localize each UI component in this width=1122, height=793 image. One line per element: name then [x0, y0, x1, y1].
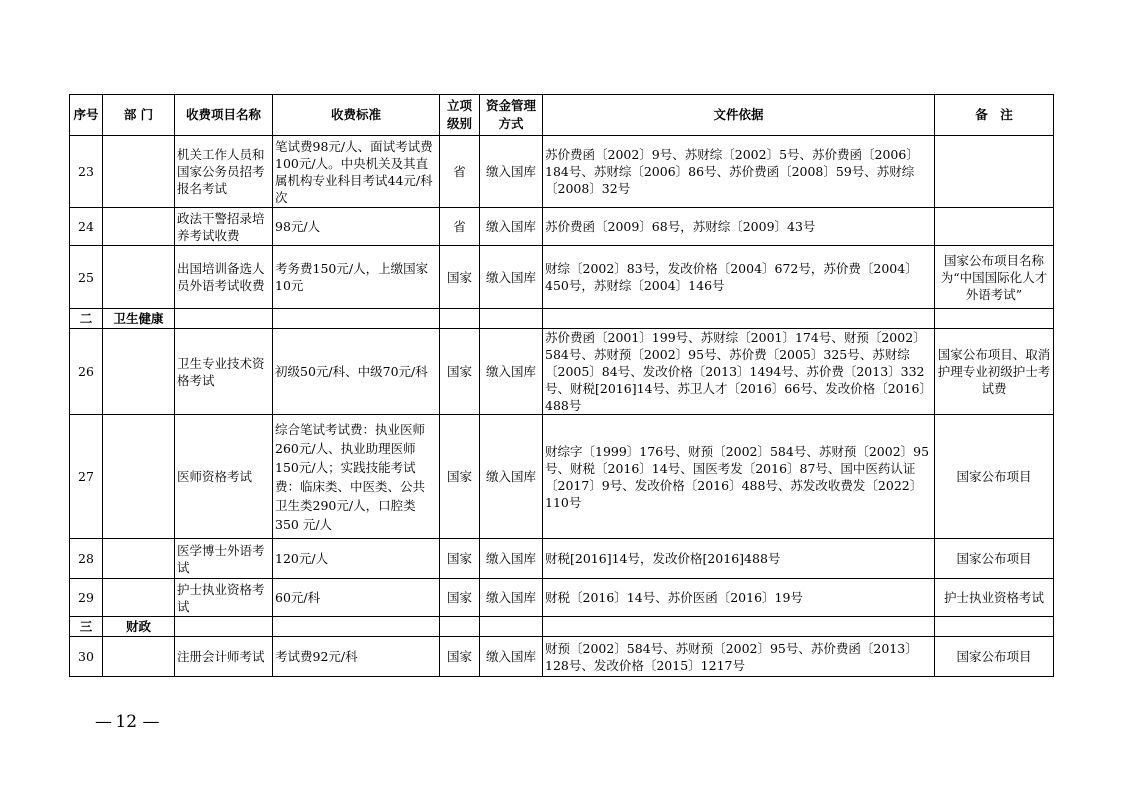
row-dept — [103, 208, 175, 246]
row-basis: 财税〔2016〕14号、苏价医函〔2016〕19号 — [543, 579, 935, 617]
row-basis: 财综〔2002〕83号，发改价格〔2004〕672号，苏价费〔2004〕450号，苏财综〔2004〕146号 — [543, 246, 935, 309]
row-item-name: 注册会计师考试 — [175, 637, 273, 677]
page-number — [95, 712, 157, 732]
row-standard: 考试费92元/科 — [273, 637, 440, 677]
row-standard: 笔试费98元/人、面试考试费100元/人。中央机关及其直属机构专业科目考试44元/科次 — [273, 136, 440, 208]
row-fund: 缴入国库 — [480, 208, 543, 246]
fee-table — [69, 94, 1054, 677]
row-dept — [103, 136, 175, 208]
header-dept: 部 门 — [103, 95, 175, 136]
row-dept — [103, 637, 175, 677]
row-note: 国家公布项目 — [935, 415, 1054, 539]
row-dept — [103, 579, 175, 617]
row-level: 国家 — [440, 329, 480, 415]
row-dept — [103, 246, 175, 309]
table-row — [70, 136, 1054, 208]
row-note: 国家公布项目名称为“中国国际化人才外语考试” — [935, 246, 1054, 309]
section-no: 三 — [70, 617, 103, 637]
row-fund: 缴入国库 — [480, 329, 543, 415]
row-no: 30 — [70, 637, 103, 677]
row-level: 国家 — [440, 637, 480, 677]
row-note — [935, 136, 1054, 208]
header-basis: 文件依据 — [543, 95, 935, 136]
section-row — [70, 309, 1054, 329]
row-standard: 综合笔试考试费：执业医师260元/人、执业助理医师150元/人；实践技能考试费：临床类、中医类、公共卫生类290元/人，口腔类350 元/人 — [273, 415, 440, 539]
row-fund: 缴入国库 — [480, 415, 543, 539]
page-number-dash-right: — — [142, 712, 158, 732]
table-header-row — [70, 95, 1054, 136]
table-row — [70, 579, 1054, 617]
row-fund: 缴入国库 — [480, 246, 543, 309]
row-basis: 苏价费函〔2002〕9号、苏财综〔2002〕5号、苏价费函〔2006〕184号、苏财综〔2006〕86号、苏价费函〔2008〕59号、苏财综〔2008〕32号 — [543, 136, 935, 208]
table-row — [70, 415, 1054, 539]
row-item-name: 政法干警招录培养考试收费 — [175, 208, 273, 246]
row-note — [935, 208, 1054, 246]
row-basis: 财税[2016]14号，发改价格[2016]488号 — [543, 539, 935, 579]
row-item-name: 医学博士外语考试 — [175, 539, 273, 579]
row-standard: 考务费150元/人，上缴国家10元 — [273, 246, 440, 309]
row-no: 27 — [70, 415, 103, 539]
header-no: 序号 — [70, 95, 103, 136]
row-no: 29 — [70, 579, 103, 617]
header-item-name: 收费项目名称 — [175, 95, 273, 136]
header-standard: 收费标准 — [273, 95, 440, 136]
row-fund: 缴入国库 — [480, 136, 543, 208]
row-level: 国家 — [440, 415, 480, 539]
row-note: 护士执业资格考试 — [935, 579, 1054, 617]
header-fund: 资金管理方式 — [480, 95, 543, 136]
row-note: 国家公布项目 — [935, 539, 1054, 579]
header-level: 立项级别 — [440, 95, 480, 136]
row-no: 25 — [70, 246, 103, 309]
row-level: 国家 — [440, 539, 480, 579]
row-fund: 缴入国库 — [480, 539, 543, 579]
table-row — [70, 208, 1054, 246]
row-item-name: 卫生专业技术资格考试 — [175, 329, 273, 415]
row-no: 28 — [70, 539, 103, 579]
row-item-name: 医师资格考试 — [175, 415, 273, 539]
section-no: 二 — [70, 309, 103, 329]
row-no: 26 — [70, 329, 103, 415]
section-row — [70, 617, 1054, 637]
table-row — [70, 539, 1054, 579]
table-row — [70, 637, 1054, 677]
row-standard: 120元/人 — [273, 539, 440, 579]
row-standard: 初级50元/科、中级70元/科 — [273, 329, 440, 415]
page-number-value: 12 — [115, 712, 138, 732]
row-fund: 缴入国库 — [480, 579, 543, 617]
row-basis: 财综字〔1999〕176号、财预〔2002〕584号、苏财预〔2002〕95号、财税〔2016〕14号、国医考发〔2016〕87号、国中医药认证〔2017〕9号、发改价格〔2016〕488号、苏发改收费发〔2022〕110号 — [543, 415, 935, 539]
row-basis: 财预〔2002〕584号、苏财预〔2002〕95号、苏价费函〔2013〕128号、发改价格〔2015〕1217号 — [543, 637, 935, 677]
row-fund: 缴入国库 — [480, 637, 543, 677]
row-note: 国家公布项目、取消护理专业初级护士考试费 — [935, 329, 1054, 415]
table-row — [70, 246, 1054, 309]
row-no: 24 — [70, 208, 103, 246]
page-number-dash-left: — — [95, 712, 110, 732]
row-item-name: 出国培训备选人员外语考试收费 — [175, 246, 273, 309]
table-row — [70, 329, 1054, 415]
row-level: 省 — [440, 136, 480, 208]
row-dept — [103, 415, 175, 539]
row-level: 省 — [440, 208, 480, 246]
section-title: 财政 — [103, 617, 175, 637]
row-dept — [103, 539, 175, 579]
row-level: 国家 — [440, 246, 480, 309]
section-title: 卫生健康 — [103, 309, 175, 329]
row-standard: 60元/科 — [273, 579, 440, 617]
header-note: 备 注 — [935, 95, 1054, 136]
row-standard: 98元/人 — [273, 208, 440, 246]
row-dept — [103, 329, 175, 415]
row-no: 23 — [70, 136, 103, 208]
row-note: 国家公布项目 — [935, 637, 1054, 677]
row-basis: 苏价费函〔2009〕68号，苏财综〔2009〕43号 — [543, 208, 935, 246]
row-item-name: 机关工作人员和国家公务员招考报名考试 — [175, 136, 273, 208]
row-level: 国家 — [440, 579, 480, 617]
row-basis: 苏价费函〔2001〕199号、苏财综〔2001〕174号、财预〔2002〕584号、苏财预〔2002〕95号、苏价费〔2005〕325号、苏财综〔2005〕84号、发改价格〔2013〕1494号、苏价费〔2013〕332号、财税[2016]14号、苏卫人才〔2016〕66号、发改价格〔2016〕488号 — [543, 329, 935, 415]
row-item-name: 护士执业资格考试 — [175, 579, 273, 617]
